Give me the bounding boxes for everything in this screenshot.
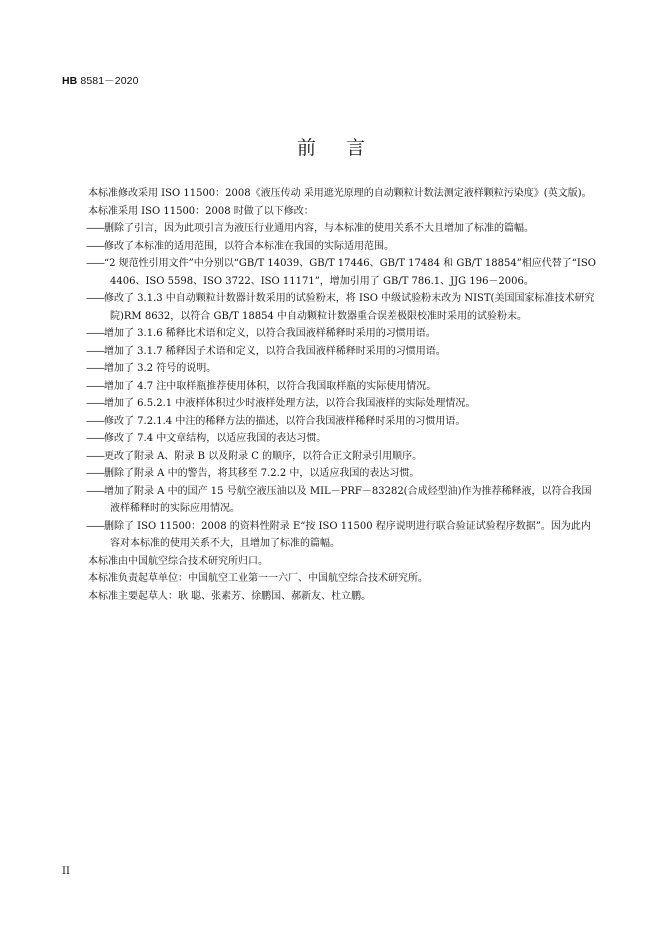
- list-dash: ——: [86, 240, 104, 252]
- list-item: [64, 343, 599, 361]
- list-item: [64, 325, 599, 343]
- list-item-text: 增加了 3.1.7 稀释因子术语和定义，以符合我国液样稀释时采用的习惯用语。: [104, 345, 446, 357]
- list-item: [64, 465, 599, 483]
- list-item: [64, 255, 599, 290]
- modification-list: [64, 220, 599, 553]
- list-item-text: 更改了附录 A、附录 B 以及附录 C 的顺序，以符合正文附录引用顺序。: [104, 450, 423, 462]
- list-item-text: 增加了 6.5.2.1 中液样体积过少时液样处理方法，以符合我国液样的实际处理情况。: [104, 398, 476, 409]
- list-item: [64, 378, 599, 396]
- list-item: [64, 518, 599, 553]
- standard-prefix: HB: [62, 75, 78, 87]
- list-item: [64, 220, 599, 238]
- list-dash: ——: [86, 415, 104, 427]
- list-item: [64, 290, 599, 325]
- list-dash: ——: [86, 433, 104, 444]
- list-dash: ——: [86, 485, 104, 497]
- list-item: [64, 483, 599, 518]
- list-item: [64, 430, 599, 448]
- outro-paragraph: 本标准主要起草人：耿 聪、张素芳、徐鹏国、郝新友、杜立鹏。: [88, 590, 372, 602]
- list-item-text: “2 规范性引用文件”中分别以“GB/T 14039、GB/T 17446、GB/T 17484 和 GB/T 18854”相应代替了“ISO 4406、ISO 5598、ISO 3722、ISO 11171”，增加引用了 GB/T 786.1、JJG 196－2006。: [104, 258, 596, 287]
- list-item-text: 删除了附录 A 中的警告，将其移至 7.2.2 中，以适应我国的表达习惯。: [104, 468, 420, 479]
- list-item-text: 增加了附录 A 中的国产 15 号航空液压油以及 MIL－PRF－83282(合成烃型油)作为推荐稀释液，以符合我国液样稀释时的实际应用情况。: [104, 485, 592, 514]
- list-dash: ——: [86, 450, 104, 462]
- list-dash: ——: [86, 345, 104, 357]
- list-item: [64, 395, 599, 413]
- list-dash: ——: [86, 363, 104, 374]
- list-item-text: 删除了 ISO 11500：2008 的资料性附录 E“按 ISO 11500 程序说明进行联合验证试验程序数据”。因为此内容对本标准的使用关系不大，且增加了标准的篇幅。: [104, 520, 591, 549]
- list-item: [64, 238, 599, 256]
- list-dash: ——: [86, 520, 104, 532]
- outro-paragraph: 本标准由中国航空综合技术研究所归口。: [88, 555, 268, 567]
- standard-number: 8581－2020: [77, 75, 139, 87]
- standard-code: [62, 73, 139, 88]
- foreword-body: [64, 185, 599, 605]
- intro-paragraph: 本标准修改采用 ISO 11500：2008《液压传动 采用遮光原理的自动颗粒计数法测定液样颗粒污染度》(英文版)。: [88, 188, 592, 199]
- list-dash: ——: [86, 468, 104, 479]
- list-dash: ——: [86, 398, 104, 409]
- list-item-text: 增加了 3.1.6 稀释比术语和定义，以符合我国液样稀释时采用的习惯用语。: [104, 328, 436, 339]
- list-item-text: 修改了本标准的适用范围，以符合本标准在我国的实际适用范围。: [104, 240, 394, 252]
- list-dash: ——: [86, 223, 104, 234]
- list-item-text: 增加了 3.2 符号的说明。: [104, 363, 217, 374]
- list-item: [64, 448, 599, 466]
- list-item: [64, 413, 599, 431]
- list-item: [64, 360, 599, 378]
- list-dash: ——: [86, 293, 104, 304]
- list-dash: ——: [86, 258, 104, 269]
- page-number: II: [62, 866, 70, 877]
- list-item-text: 修改了 7.4 中文章结构，以适应我国的表达习惯。: [104, 433, 327, 444]
- list-item-text: 删除了引言，因为此项引言为液压行业通用内容，与本标准的使用关系不大且增加了标准的篇幅。: [104, 223, 534, 234]
- list-item-text: 修改了 3.1.3 中自动颗粒计数器计数采用的试验粉末，将 ISO 中级试验粉末改为 NIST(美国国家标准技术研究院)RM 8632，以符合 GB/T 18854 中自动颗粒计数器重合误差极限校准时采用的试验粉末。: [104, 293, 595, 322]
- list-item-text: 修改了 7.2.1.4 中注的稀释方法的描述，以符合我国液样稀释时采用的习惯用语。: [104, 415, 466, 427]
- list-dash: ——: [86, 380, 104, 392]
- intro-paragraph: 本标准采用 ISO 11500：2008 时做了以下修改：: [88, 205, 314, 217]
- outro-paragraph: 本标准负责起草单位：中国航空工业第一一六厂、中国航空综合技术研究所。: [88, 573, 428, 584]
- list-dash: ——: [86, 328, 104, 339]
- list-item-text: 增加了 4.7 注中取样瓶推荐使用体积，以符合我国取样瓶的实际使用情况。: [104, 380, 437, 392]
- page-title: 前言: [296, 137, 395, 159]
